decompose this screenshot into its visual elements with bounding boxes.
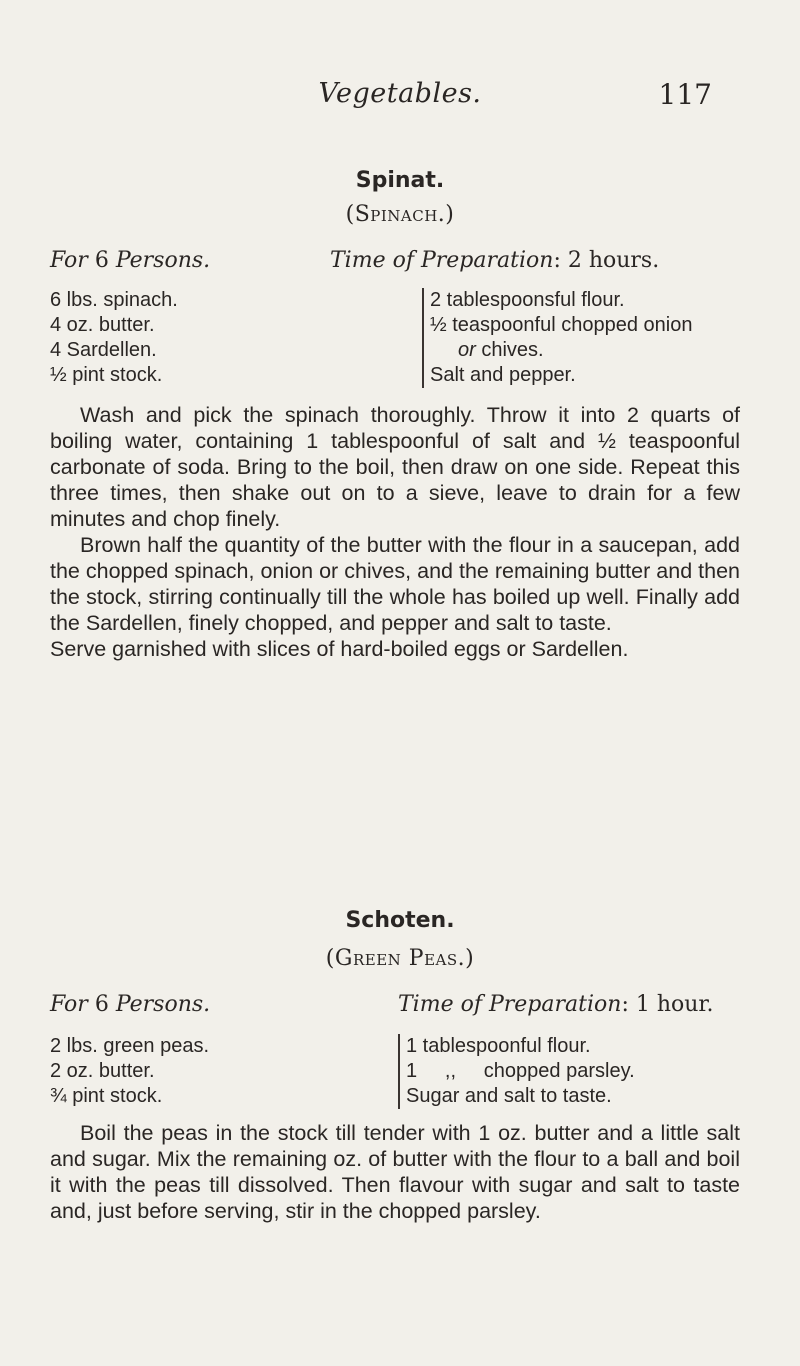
persons-schoten bbox=[50, 992, 210, 1017]
ingredient-item: 1 ,, chopped parsley. bbox=[406, 1060, 635, 1082]
method-paragraph: Serve garnished with slices of hard-boiled eggs or Sardellen. bbox=[50, 637, 629, 661]
ingredient-item: ¾ pint stock. bbox=[50, 1085, 163, 1107]
ingredient-item: 2 lbs. green peas. bbox=[50, 1035, 209, 1057]
ingredient-item: ½ pint stock. bbox=[50, 364, 163, 386]
persons-count: 6 bbox=[94, 248, 109, 273]
method-spinat bbox=[50, 402, 740, 662]
persons-label: For bbox=[50, 248, 88, 273]
time-label: Time of Preparation bbox=[330, 248, 554, 273]
ingredient-item-continued bbox=[430, 338, 692, 363]
method-schoten bbox=[50, 1120, 740, 1224]
running-title: Vegetables. bbox=[318, 78, 482, 109]
persons-suffix: Persons. bbox=[115, 248, 211, 273]
running-head bbox=[0, 78, 800, 112]
ingredient-item: 2 tablespoonsful flour. bbox=[430, 289, 625, 311]
method-paragraph: Boil the peas in the stock till tender with 1 oz. butter and a little salt and sugar. Mix the remaining oz. of butter with the flour to a ball and boil it with the peas till dissolved. Then flavour with sugar and salt to taste and, just before serving, stir in the chopped parsley. bbox=[50, 1121, 740, 1223]
time-value: : 2 hours. bbox=[553, 248, 660, 273]
ingredients-left-schoten bbox=[50, 1034, 209, 1109]
recipe-subtitle-spinat: (Spinach.) bbox=[345, 202, 455, 227]
persons-spinat bbox=[50, 248, 210, 273]
method-paragraph: Brown half the quantity of the butter with the flour in a saucepan, add the chopped spinach, onion or chives, and the remaining butter and then the stock, stirring continually till the whole has boiled up well. Finally add the Sardellen, finely chopped, and pepper and salt to taste. bbox=[50, 533, 740, 635]
ingredient-item: 2 oz. butter. bbox=[50, 1060, 155, 1082]
ingredient-item: 4 oz. butter. bbox=[50, 314, 155, 336]
ingredients-right-schoten bbox=[398, 1034, 635, 1109]
ingredient-or: or bbox=[458, 339, 476, 361]
recipe-subtitle-schoten: (Green Peas.) bbox=[325, 946, 475, 971]
recipe-title-spinat: Spinat. bbox=[355, 168, 445, 193]
ingredient-item: ½ teaspoonful chopped onion bbox=[430, 314, 693, 336]
ingredients-right-spinat bbox=[422, 288, 692, 388]
method-paragraph: Wash and pick the spinach thoroughly. Throw it into 2 quarts of boiling water, containing 1 tablespoonful of salt and ½ teaspoonful carbonate of soda. Bring to the boil, then draw on one side. Repeat this three times, then shake out on to a sieve, leave to drain for a few minutes and chop finely. bbox=[50, 403, 740, 531]
ingredients-left-spinat bbox=[50, 288, 178, 388]
time-value: : 1 hour. bbox=[621, 992, 714, 1017]
ingredient-item: 1 tablespoonful flour. bbox=[406, 1035, 591, 1057]
page-number: 117 bbox=[658, 78, 712, 111]
ingredient-item: 4 Sardellen. bbox=[50, 339, 157, 361]
persons-suffix: Persons. bbox=[115, 992, 211, 1017]
time-spinat bbox=[330, 248, 659, 273]
time-schoten bbox=[398, 992, 714, 1017]
recipe-title-schoten: Schoten. bbox=[345, 908, 455, 933]
ingredient-chives: chives. bbox=[481, 339, 544, 361]
ingredient-item: Sugar and salt to taste. bbox=[406, 1085, 612, 1107]
ingredient-item: 6 lbs. spinach. bbox=[50, 289, 178, 311]
persons-label: For bbox=[50, 992, 88, 1017]
ingredient-item: Salt and pepper. bbox=[430, 364, 576, 386]
time-label: Time of Preparation bbox=[398, 992, 622, 1017]
persons-count: 6 bbox=[94, 992, 109, 1017]
